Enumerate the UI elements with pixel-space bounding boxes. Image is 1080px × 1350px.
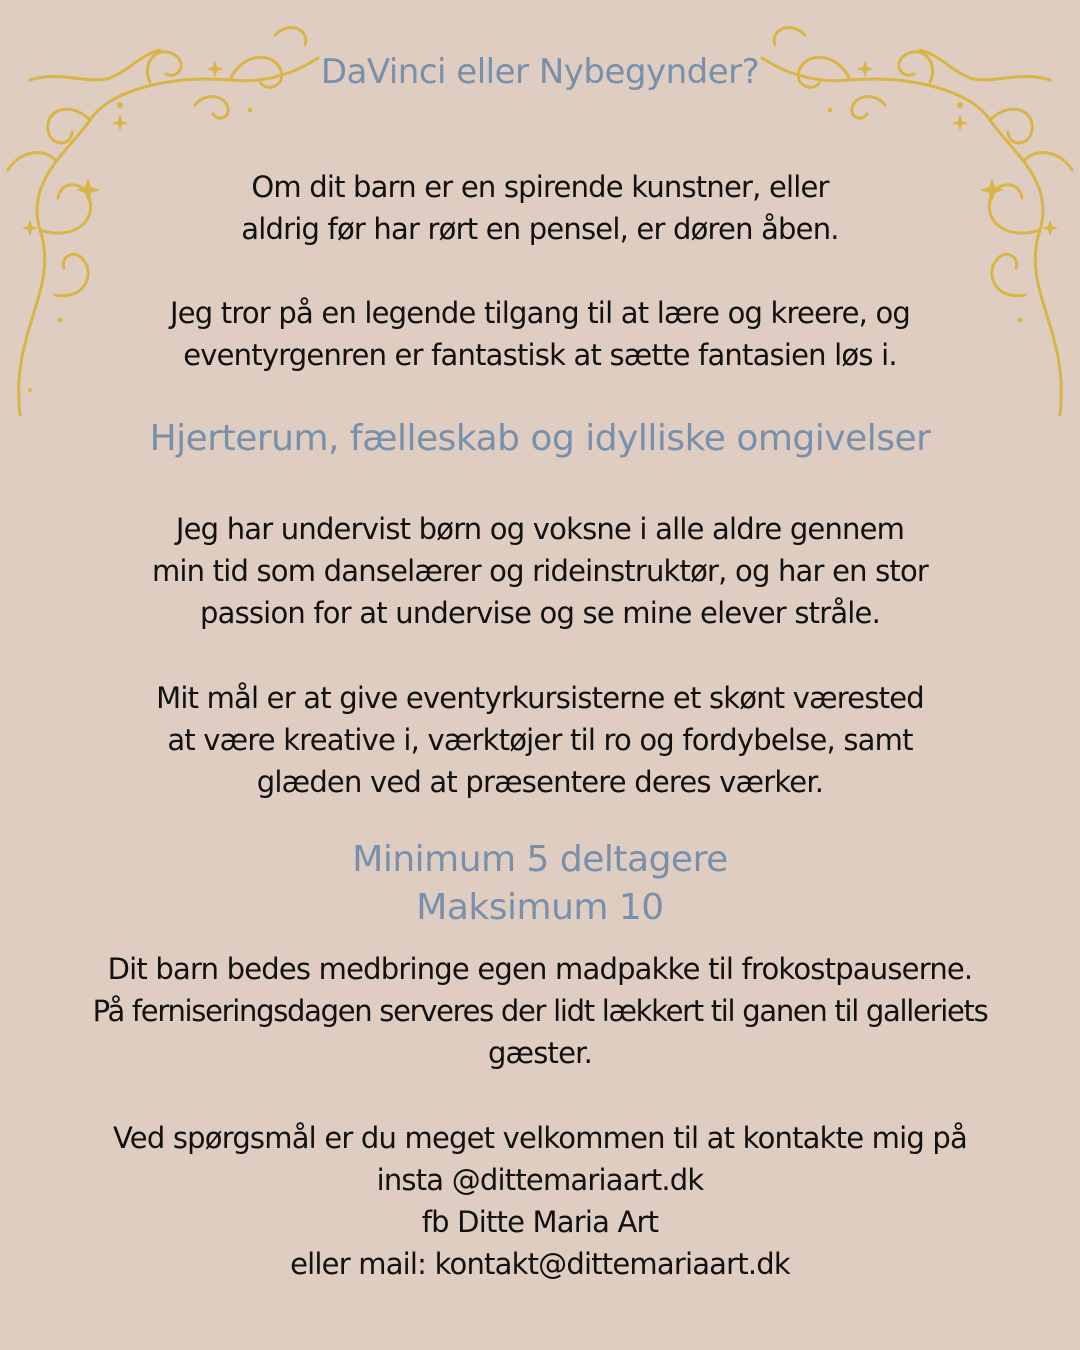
page-title [0, 52, 1080, 92]
section-heading [0, 418, 1080, 459]
experience-line: Jeg har undervist børn og voksne i alle aldre gennem [175, 512, 905, 546]
contact-line: Ved spørgsmål er du meget velkommen til at kontakte mig på [113, 1121, 967, 1155]
approach-line: eventyrgenren er fantastisk at sætte fantasien løs i. [183, 338, 897, 372]
contact-email: eller mail: kontakt@dittemariaart.dk [290, 1247, 790, 1281]
intro-line: aldrig før har rørt en pensel, er døren åben. [241, 212, 839, 246]
participants-maximum: Maksimum 10 [416, 887, 664, 928]
section-heading-text: Hjerterum, fælleskab og idylliske omgivelser [149, 418, 931, 459]
contact-paragraph [0, 1117, 1080, 1285]
participants-heading [0, 836, 1080, 932]
contact-facebook: fb Ditte Maria Art [421, 1205, 659, 1239]
approach-paragraph [0, 292, 1080, 376]
page-title-text: DaVinci eller Nybegynder? [320, 52, 760, 92]
goal-line: Mit mål er at give eventyrkursisterne et skønt værested [156, 681, 924, 715]
intro-paragraph [0, 166, 1080, 250]
experience-line: min tid som danselærer og rideinstruktør, og har en stor [151, 554, 929, 588]
goal-paragraph [0, 677, 1080, 803]
lunch-line: Dit barn bedes medbringe egen madpakke til frokostpauserne. [107, 952, 973, 986]
goal-line: at være kreative i, værktøjer til ro og fordybelse, samt [167, 723, 913, 757]
lunch-line: På ferniseringsdagen serveres der lidt lækkert til ganen til galleriets [92, 994, 988, 1028]
experience-line: passion for at undervise og se mine elever stråle. [199, 596, 881, 630]
approach-line: Jeg tror på en legende tilgang til at lære og kreere, og [169, 296, 911, 330]
lunch-line: gæster. [487, 1036, 593, 1070]
participants-minimum: Minimum 5 deltagere [352, 839, 728, 880]
contact-instagram: insta @dittemariaart.dk [376, 1163, 704, 1197]
intro-line: Om dit barn er en spirende kunstner, eller [251, 170, 829, 204]
lunch-paragraph [0, 948, 1080, 1074]
goal-line: glæden ved at præsentere deres værker. [256, 765, 824, 799]
experience-paragraph [0, 508, 1080, 634]
